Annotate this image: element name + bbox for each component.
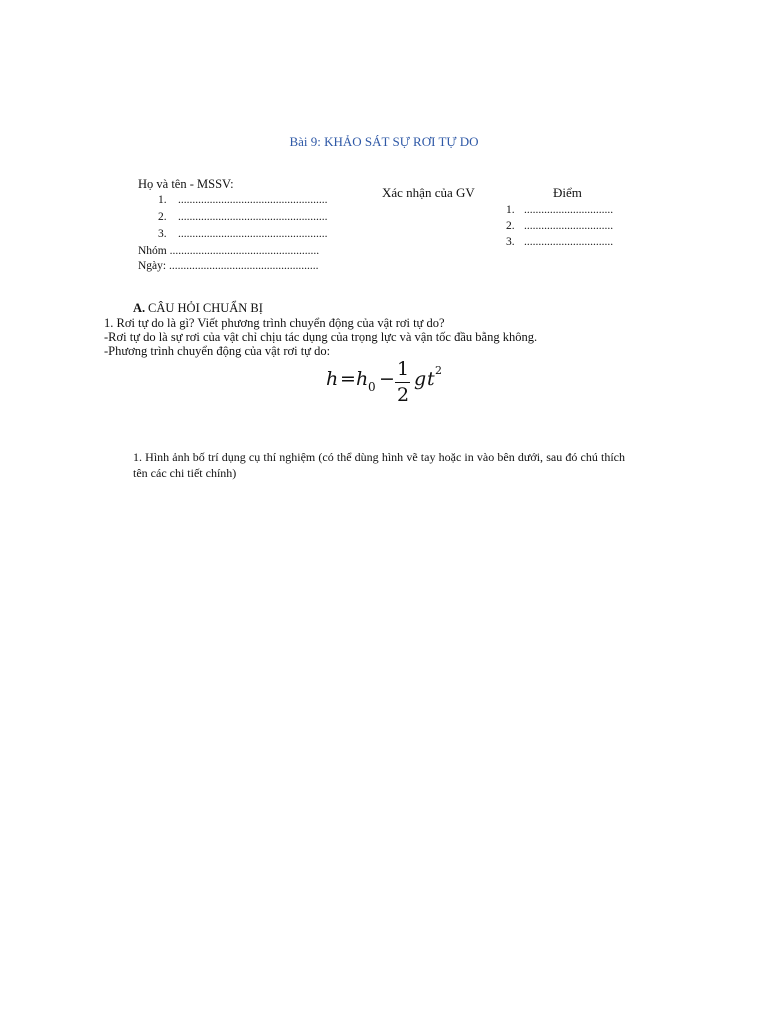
- answer-text: -Phương trình chuyển động của vật rơi tự do:: [104, 344, 331, 358]
- student-item-number: 3.: [158, 228, 167, 240]
- student-item-dots: ....................................................: [178, 211, 328, 223]
- group-field: Nhóm ....................................................: [138, 245, 320, 257]
- page-title: Bài 9: KHẢO SÁT SỰ RƠI TỰ DO: [289, 134, 479, 149]
- student-item-dots: ....................................................: [178, 194, 328, 206]
- student-item-number: 1.: [158, 194, 167, 206]
- formula-g: g: [414, 368, 427, 390]
- score-item-number: 3.: [506, 236, 515, 248]
- section-letter: A.: [133, 301, 146, 315]
- formula-t: t: [427, 368, 435, 390]
- score-label: Điểm: [553, 185, 582, 200]
- formula-minus: −: [379, 368, 395, 390]
- student-item-number: 2.: [158, 211, 167, 223]
- formula-subscript: 0: [368, 380, 376, 394]
- formula-denominator: 2: [397, 384, 410, 406]
- score-item-dots: ...............................: [524, 220, 614, 232]
- date-field: Ngày: ....................................................: [138, 260, 319, 272]
- teacher-confirmation-label: Xác nhận của GV: [382, 185, 475, 200]
- formula-numerator: 1: [397, 358, 410, 380]
- answer-text: -Rơi tự do là sự rơi của vật chỉ chịu tác dụng của trọng lực và vận tốc đầu bằng không.: [104, 330, 538, 344]
- score-item-dots: ...............................: [524, 204, 614, 216]
- question-paragraph: 1. Hình ảnh bố trí dụng cụ thí nghiệm (có thể dùng hình vẽ tay hoặc in vào bên dưới, sau đó chú thích tên các chi tiết chính): [133, 450, 625, 480]
- formula-h0: h: [356, 368, 369, 390]
- student-item-dots: ....................................................: [178, 228, 328, 240]
- section-heading: CÂU HỎI CHUẨN BỊ: [148, 301, 263, 315]
- student-info-label: Họ và tên - MSSV:: [138, 177, 234, 191]
- formula-h: h: [326, 368, 339, 390]
- fraction-bar: [395, 382, 410, 383]
- score-item-number: 1.: [506, 204, 515, 216]
- score-item-dots: ...............................: [524, 236, 614, 248]
- formula-exponent: 2: [435, 364, 442, 377]
- score-item-number: 2.: [506, 220, 515, 232]
- formula-equals: =: [340, 368, 356, 390]
- question-text: 1. Rơi tự do là gì? Viết phương trình chuyển động của vật rơi tự do?: [104, 316, 445, 330]
